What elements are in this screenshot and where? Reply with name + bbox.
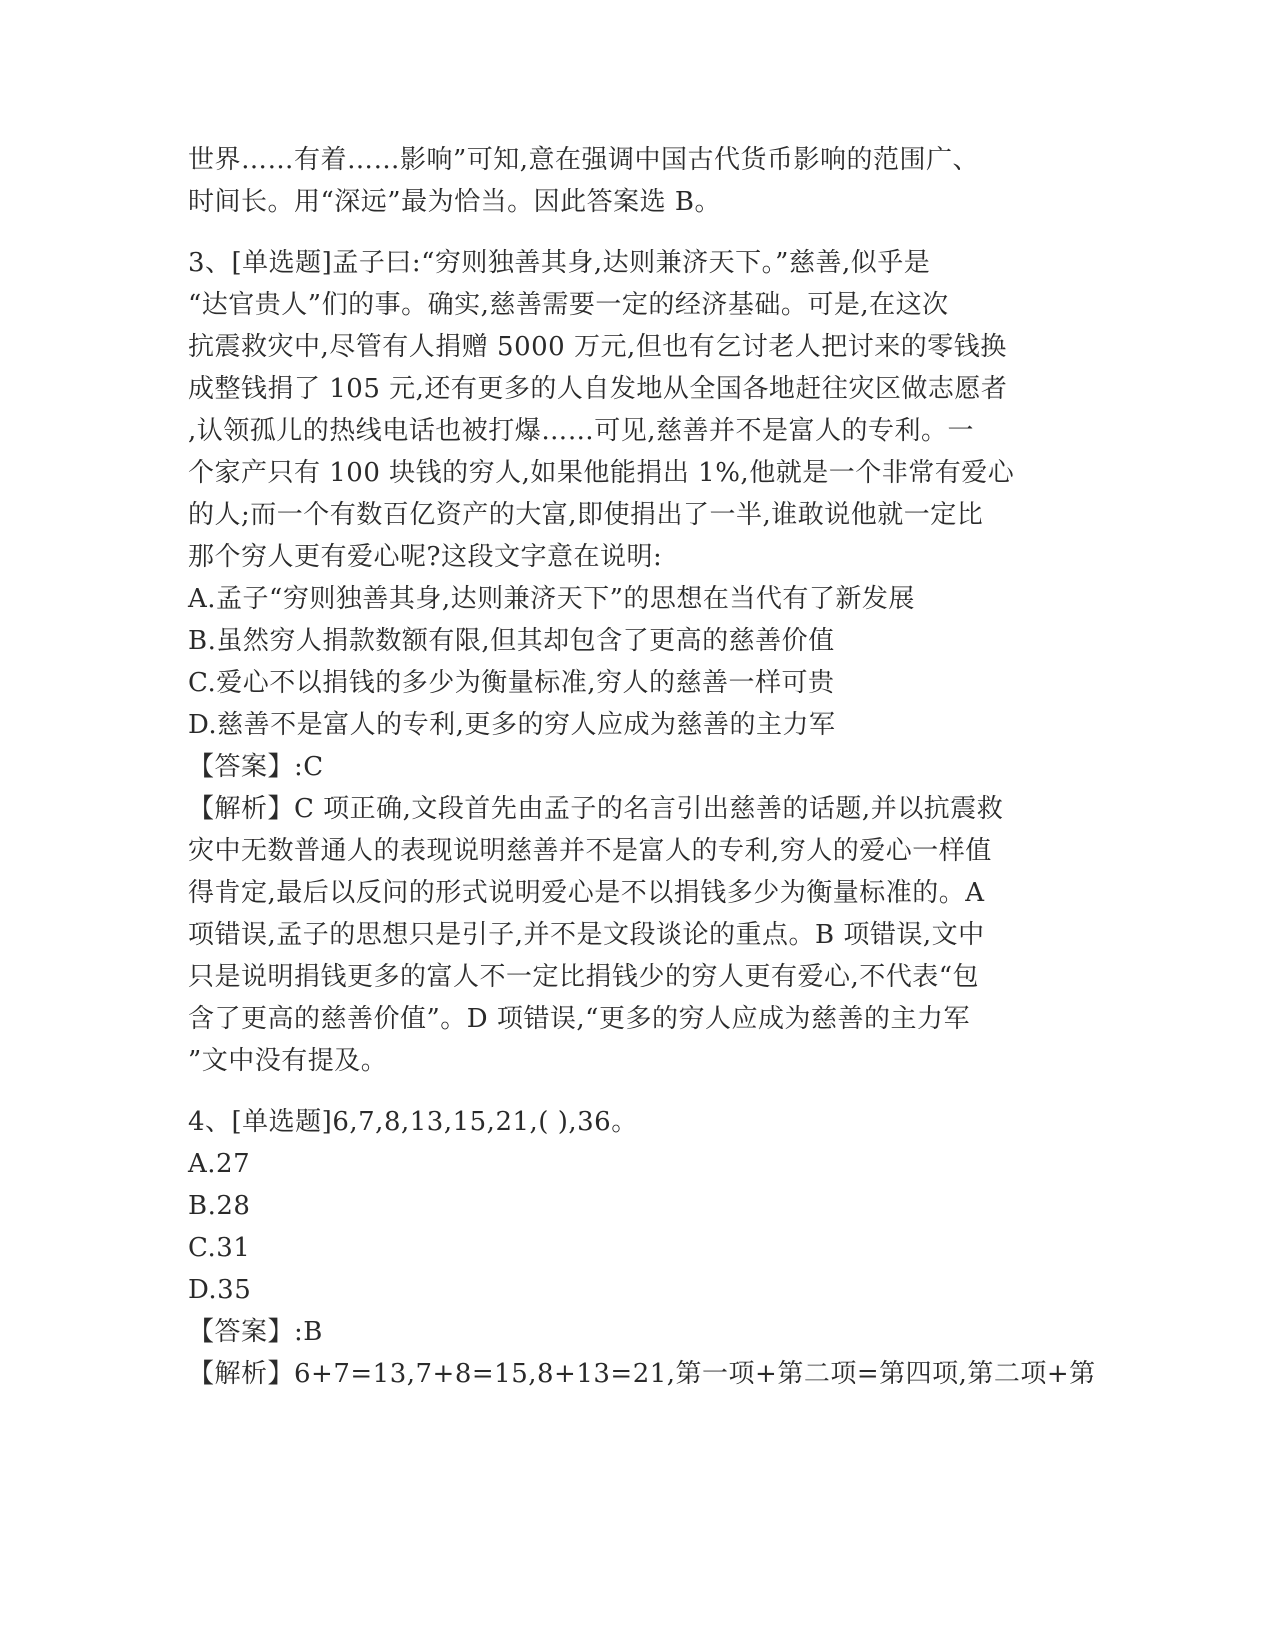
q3-option-b: B.虽然穷人捐款数额有限,但其却包含了更高的慈善价值 (188, 626, 835, 656)
q3-stem-line-4: 成整钱捐了 105 元,还有更多的人自发地从全国各地赶往灾区做志愿者 (188, 374, 1008, 404)
q3-stem-line-5: ,认领孤儿的热线电话也被打爆……可见,慈善并不是富人的专利。一 (188, 416, 975, 446)
q3-analysis-line-5: 只是说明捐钱更多的富人不一定比捐钱少的穷人更有爱心,不代表“包 (188, 962, 980, 992)
q3-analysis-line-3: 得肯定,最后以反问的形式说明爱心是不以捐钱多少为衡量标准的。A (188, 878, 985, 908)
q3-option-d: D.慈善不是富人的专利,更多的穷人应成为慈善的主力军 (188, 710, 836, 740)
q3-option-a: A.孟子“穷则独善其身,达则兼济天下”的思想在当代有了新发展 (188, 584, 915, 614)
q3-option-c: C.爱心不以捐钱的多少为衡量标准,穷人的慈善一样可贵 (188, 668, 835, 698)
continuation-line-2: 时间长。用“深远”最为恰当。因此答案选 B。 (188, 187, 721, 217)
q3-analysis-line-6: 含了更高的慈善价值”。D 项错误,“更多的穷人应成为慈善的主力军 (188, 1004, 970, 1034)
q3-stem-line-2: “达官贵人”们的事。确实,慈善需要一定的经济基础。可是,在这次 (188, 290, 949, 320)
q3-stem-line-8: 那个穷人更有爱心呢?这段文字意在说明: (188, 542, 663, 572)
q4-option-c: C.31 (188, 1233, 251, 1263)
q3-answer: 【答案】:C (188, 752, 324, 782)
q3-analysis-line-2: 灾中无数普通人的表现说明慈善并不是富人的专利,穷人的爱心一样值 (188, 836, 992, 866)
q3-analysis-line-1: 【解析】C 项正确,文段首先由孟子的名言引出慈善的话题,并以抗震救 (188, 794, 1004, 824)
q4-option-b: B.28 (188, 1191, 251, 1221)
q3-stem-line-7: 的人;而一个有数百亿资产的大富,即使捐出了一半,谁敢说他就一定比 (188, 500, 984, 530)
q4-option-a: A.27 (188, 1149, 251, 1179)
q4-option-d: D.35 (188, 1275, 252, 1305)
q3-analysis-line-4: 项错误,孟子的思想只是引子,并不是文段谈论的重点。B 项错误,文中 (188, 920, 985, 950)
q4-answer: 【答案】:B (188, 1317, 323, 1347)
q3-stem-line-6: 个家产只有 100 块钱的穷人,如果他能捐出 1%,他就是一个非常有爱心 (188, 458, 1015, 488)
q3-stem-line-1: 3、[单选题]孟子曰:“穷则独善其身,达则兼济天下。”慈善,似乎是 (188, 248, 931, 278)
continuation-line-1: 世界……有着……影响”可知,意在强调中国古代货币影响的范围广、 (188, 145, 980, 175)
q4-stem: 4、[单选题]6,7,8,13,15,21,( ),36。 (188, 1107, 638, 1137)
q3-stem-line-3: 抗震救灾中,尽管有人捐赠 5000 万元,但也有乞讨老人把讨来的零钱换 (188, 332, 1007, 362)
q4-analysis-line-1: 【解析】6+7=13,7+8=15,8+13=21,第一项+第二项=第四项,第二项+第 (188, 1359, 1096, 1389)
q3-analysis-line-7: ”文中没有提及。 (188, 1046, 388, 1076)
